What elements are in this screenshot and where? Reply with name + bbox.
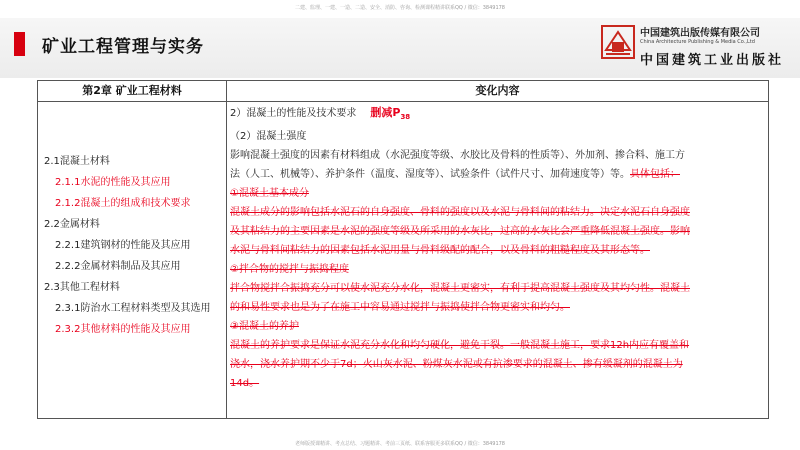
deletion-tag-page: 38 <box>400 113 411 122</box>
page-title: 矿业工程管理与实务 <box>42 37 204 57</box>
struck-line: 混凝土的养护要求是保证水泥充分水化和均匀硬化，避免干裂。一般混凝土施工，要求12h内应有覆盖和 <box>230 340 690 352</box>
outline-item: 2.1.1水泥的性能及其应用 <box>55 177 171 188</box>
publisher-emblem-icon <box>600 24 636 60</box>
deletion-tag-label: 删减P <box>370 106 401 119</box>
heading-text: 2）混凝土的性能及技术要求 <box>230 108 357 119</box>
outline-item: 2.1混凝土材料 <box>44 156 110 167</box>
bottom-watermark-note: 老师版授课精讲、考点总结、习题精讲、考前三页纸、联系客服更多联系QQ / 微信：3849178 <box>294 441 505 447</box>
struck-section-title: ③混凝土的养护 <box>230 321 299 333</box>
struck-line: 混凝土成分的影响包括水泥石的自身强度、骨料的强度以及水泥与骨料间的粘结力。决定水泥石自身强度 <box>230 207 690 219</box>
paragraph-text: 法（人工、机械等）、养护条件（温度、湿度等）、试验条件（试件尺寸、加荷速度等）等。 <box>230 169 630 181</box>
struck-line: 及其粘结力的主要因素是水泥的强度等级及所采用的水灰比，过高的水灰比会严重降低混凝土强度。影响 <box>230 226 690 238</box>
column-divider <box>226 81 227 418</box>
outline-item: 2.2金属材料 <box>44 219 100 230</box>
publisher-logo <box>600 20 800 76</box>
chapter-outline <box>44 151 220 340</box>
struck-line: 浇水，浇水养护期不少于7d；火山灰水泥、粉煤灰水泥或有抗渗要求的混凝土、掺有缓凝剂的混凝土为 <box>230 359 683 371</box>
content-paragraph-line: 影响混凝土强度的因素有材料组成（水泥强度等级、水胶比及骨料的性质等）、外加剂、掺合料、施工方 <box>230 150 685 162</box>
deletion-tag <box>370 106 411 122</box>
content-heading <box>230 103 766 127</box>
publisher-name-cn: 中国建筑出版传媒有限公司 <box>640 28 760 39</box>
change-content <box>230 103 766 393</box>
publisher-name-en: China Architecture Publishing & Media Co.,Ltd <box>640 39 755 45</box>
outline-item: 2.2.1建筑钢材的性能及其应用 <box>55 240 191 251</box>
outline-item: 2.3其他工程材料 <box>44 282 120 293</box>
struck-line: 14d。 <box>230 378 260 390</box>
struck-line: 拌合物搅拌合振捣充分可以使水泥充分水化，混凝土更密实，有利于提高混凝土强度及其均匀性。混凝土 <box>230 283 690 295</box>
struck-section-title: ②拌合物的搅拌与振捣程度 <box>230 264 349 276</box>
struck-text: 具体包括： <box>630 169 680 181</box>
outline-item: 2.2.2金属材料制品及其应用 <box>55 261 181 272</box>
chapter-header: 第2章 矿业工程材料 <box>82 84 182 97</box>
change-table <box>37 80 769 419</box>
outline-item: 2.3.2其他材料的性能及其应用 <box>55 324 191 335</box>
outline-item: 2.1.2混凝土的组成和技术要求 <box>55 198 191 209</box>
content-paragraph-line <box>230 165 766 184</box>
header-divider <box>38 101 768 102</box>
struck-section-title: ①混凝土基本成分 <box>230 188 309 200</box>
publisher-calligraphy: 中国建筑工业出版社 <box>640 53 785 68</box>
struck-line: 的和易性要求也是为了在施工中容易通过搅拌与振捣使拌合物更密实和均匀。 <box>230 302 570 314</box>
top-watermark-note: 二建、监理、一建、一造、二造、安全、消防、咨询、检测课程精讲联系QQ / 微信：3849178 <box>294 5 505 11</box>
content-subheading: （2）混凝土强度 <box>230 131 307 143</box>
changes-header: 变化内容 <box>475 84 520 97</box>
struck-line: 水泥与骨料间粘结力的因素包括水泥用量与骨料级配的配合，以及骨料的粗糙程度及其形态等。 <box>230 245 650 257</box>
title-accent-bar <box>14 32 25 56</box>
outline-item: 2.3.1防治水工程材料类型及其选用 <box>55 303 211 314</box>
